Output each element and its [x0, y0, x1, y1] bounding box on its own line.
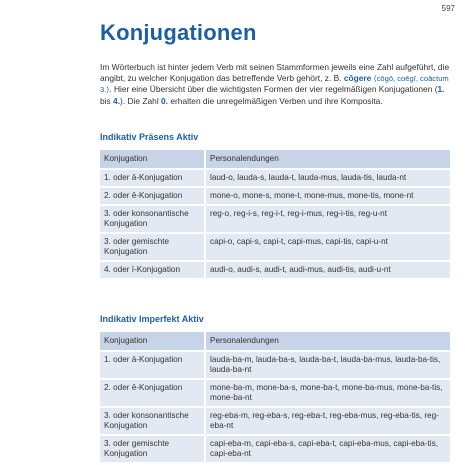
- endings-cell: mone-ba-m, mone-ba-s, mone-ba-t, mone-ba-mus, mone-ba-tis, mone-ba-nt: [205, 379, 450, 407]
- conjugation-cell: 3. oder gemischte Konjugation: [100, 435, 205, 463]
- conjugation-cell: 3. oder gemischte Konjugation: [100, 233, 205, 261]
- table-row: [100, 205, 450, 233]
- intro-text: ). Die Zahl: [120, 95, 162, 106]
- table-row: [100, 351, 450, 379]
- table-row: [100, 379, 450, 407]
- conjugation-number: 4.: [113, 95, 121, 106]
- endings-cell: audi-o, audi-s, audi-t, audi-mus, audi-tis, audi-u-nt: [205, 261, 450, 279]
- example-verb: cōgere: [343, 73, 372, 84]
- intro-text: Im Wörterbuch ist hinter jedem Verb mit seinen Stammformen jeweils eine Zahl aufgeführt, die angibt, zu welcher Konjugation das betreffende Verb gehört, z. B.: [100, 62, 450, 84]
- endings-cell: reg-o, reg-i-s, reg-i-t, reg-i-mus, reg-i-tis, reg-u-nt: [205, 205, 450, 233]
- intro-text: erhalten die unregelmäßigen Verben und ihre Komposita.: [168, 95, 383, 106]
- table-header-row: [100, 332, 450, 351]
- table-row: [100, 233, 450, 261]
- column-header-konjugation: Konjugation: [100, 150, 205, 169]
- table-praesens: [100, 150, 450, 280]
- section-heading-praesens: Indikativ Präsens Aktiv: [100, 132, 199, 142]
- table-row: [100, 407, 450, 435]
- endings-cell: laud-o, lauda-s, lauda-t, lauda-mus, lauda-tis, lauda-nt: [205, 169, 450, 187]
- table-row: [100, 435, 450, 463]
- page-number: 597: [441, 4, 455, 13]
- conjugation-number: 0.: [161, 95, 169, 106]
- conjugation-cell: 3. oder konsonantische Konjugation: [100, 205, 205, 233]
- column-header-personalendungen: Personalendungen: [205, 332, 450, 351]
- endings-cell: capi-eba-m, capi-eba-s, capi-eba-t, capi-eba-mus, capi-eba-tis, capi-eba-nt: [205, 435, 450, 463]
- conjugation-cell: 4. oder ī-Konjugation: [100, 261, 205, 279]
- intro-text: bis: [100, 95, 114, 106]
- conjugation-cell: 3. oder konsonantische Konjugation: [100, 407, 205, 435]
- conjugation-number: 1.: [437, 84, 445, 95]
- example-forms: ⟨cōgō, coēgī, coāctum 3.⟩: [100, 74, 449, 95]
- table-header-row: [100, 150, 450, 169]
- conjugation-cell: 2. oder ē-Konjugation: [100, 187, 205, 205]
- intro-text: . Hier eine Übersicht über die wichtigsten Formen der vier regelmäßigen Konjugationen (: [109, 84, 438, 95]
- column-header-konjugation: Konjugation: [100, 332, 205, 351]
- section-heading-imperfekt: Indikativ Imperfekt Aktiv: [100, 314, 204, 324]
- endings-cell: lauda-ba-m, lauda-ba-s, lauda-ba-t, lauda-ba-mus, lauda-ba-tis, lauda-ba-nt: [205, 351, 450, 379]
- table-row: [100, 261, 450, 279]
- conjugation-cell: 2. oder ē-Konjugation: [100, 379, 205, 407]
- table-row: [100, 169, 450, 187]
- intro-paragraph: [100, 62, 450, 107]
- column-header-personalendungen: Personalendungen: [205, 150, 450, 169]
- table-row: [100, 187, 450, 205]
- endings-cell: mone-o, mone-s, mone-t, mone-mus, mone-tis, mone-nt: [205, 187, 450, 205]
- conjugation-cell: 1. oder ā-Konjugation: [100, 169, 205, 187]
- conjugation-cell: 1. oder ā-Konjugation: [100, 351, 205, 379]
- table-imperfekt: [100, 332, 450, 464]
- page-title: Konjugationen: [100, 20, 257, 45]
- endings-cell: capi-o, capi-s, capi-t, capi-mus, capi-tis, capi-u-nt: [205, 233, 450, 261]
- endings-cell: reg-eba-m, reg-eba-s, reg-eba-t, reg-eba-mus, reg-eba-tis, reg-eba-nt: [205, 407, 450, 435]
